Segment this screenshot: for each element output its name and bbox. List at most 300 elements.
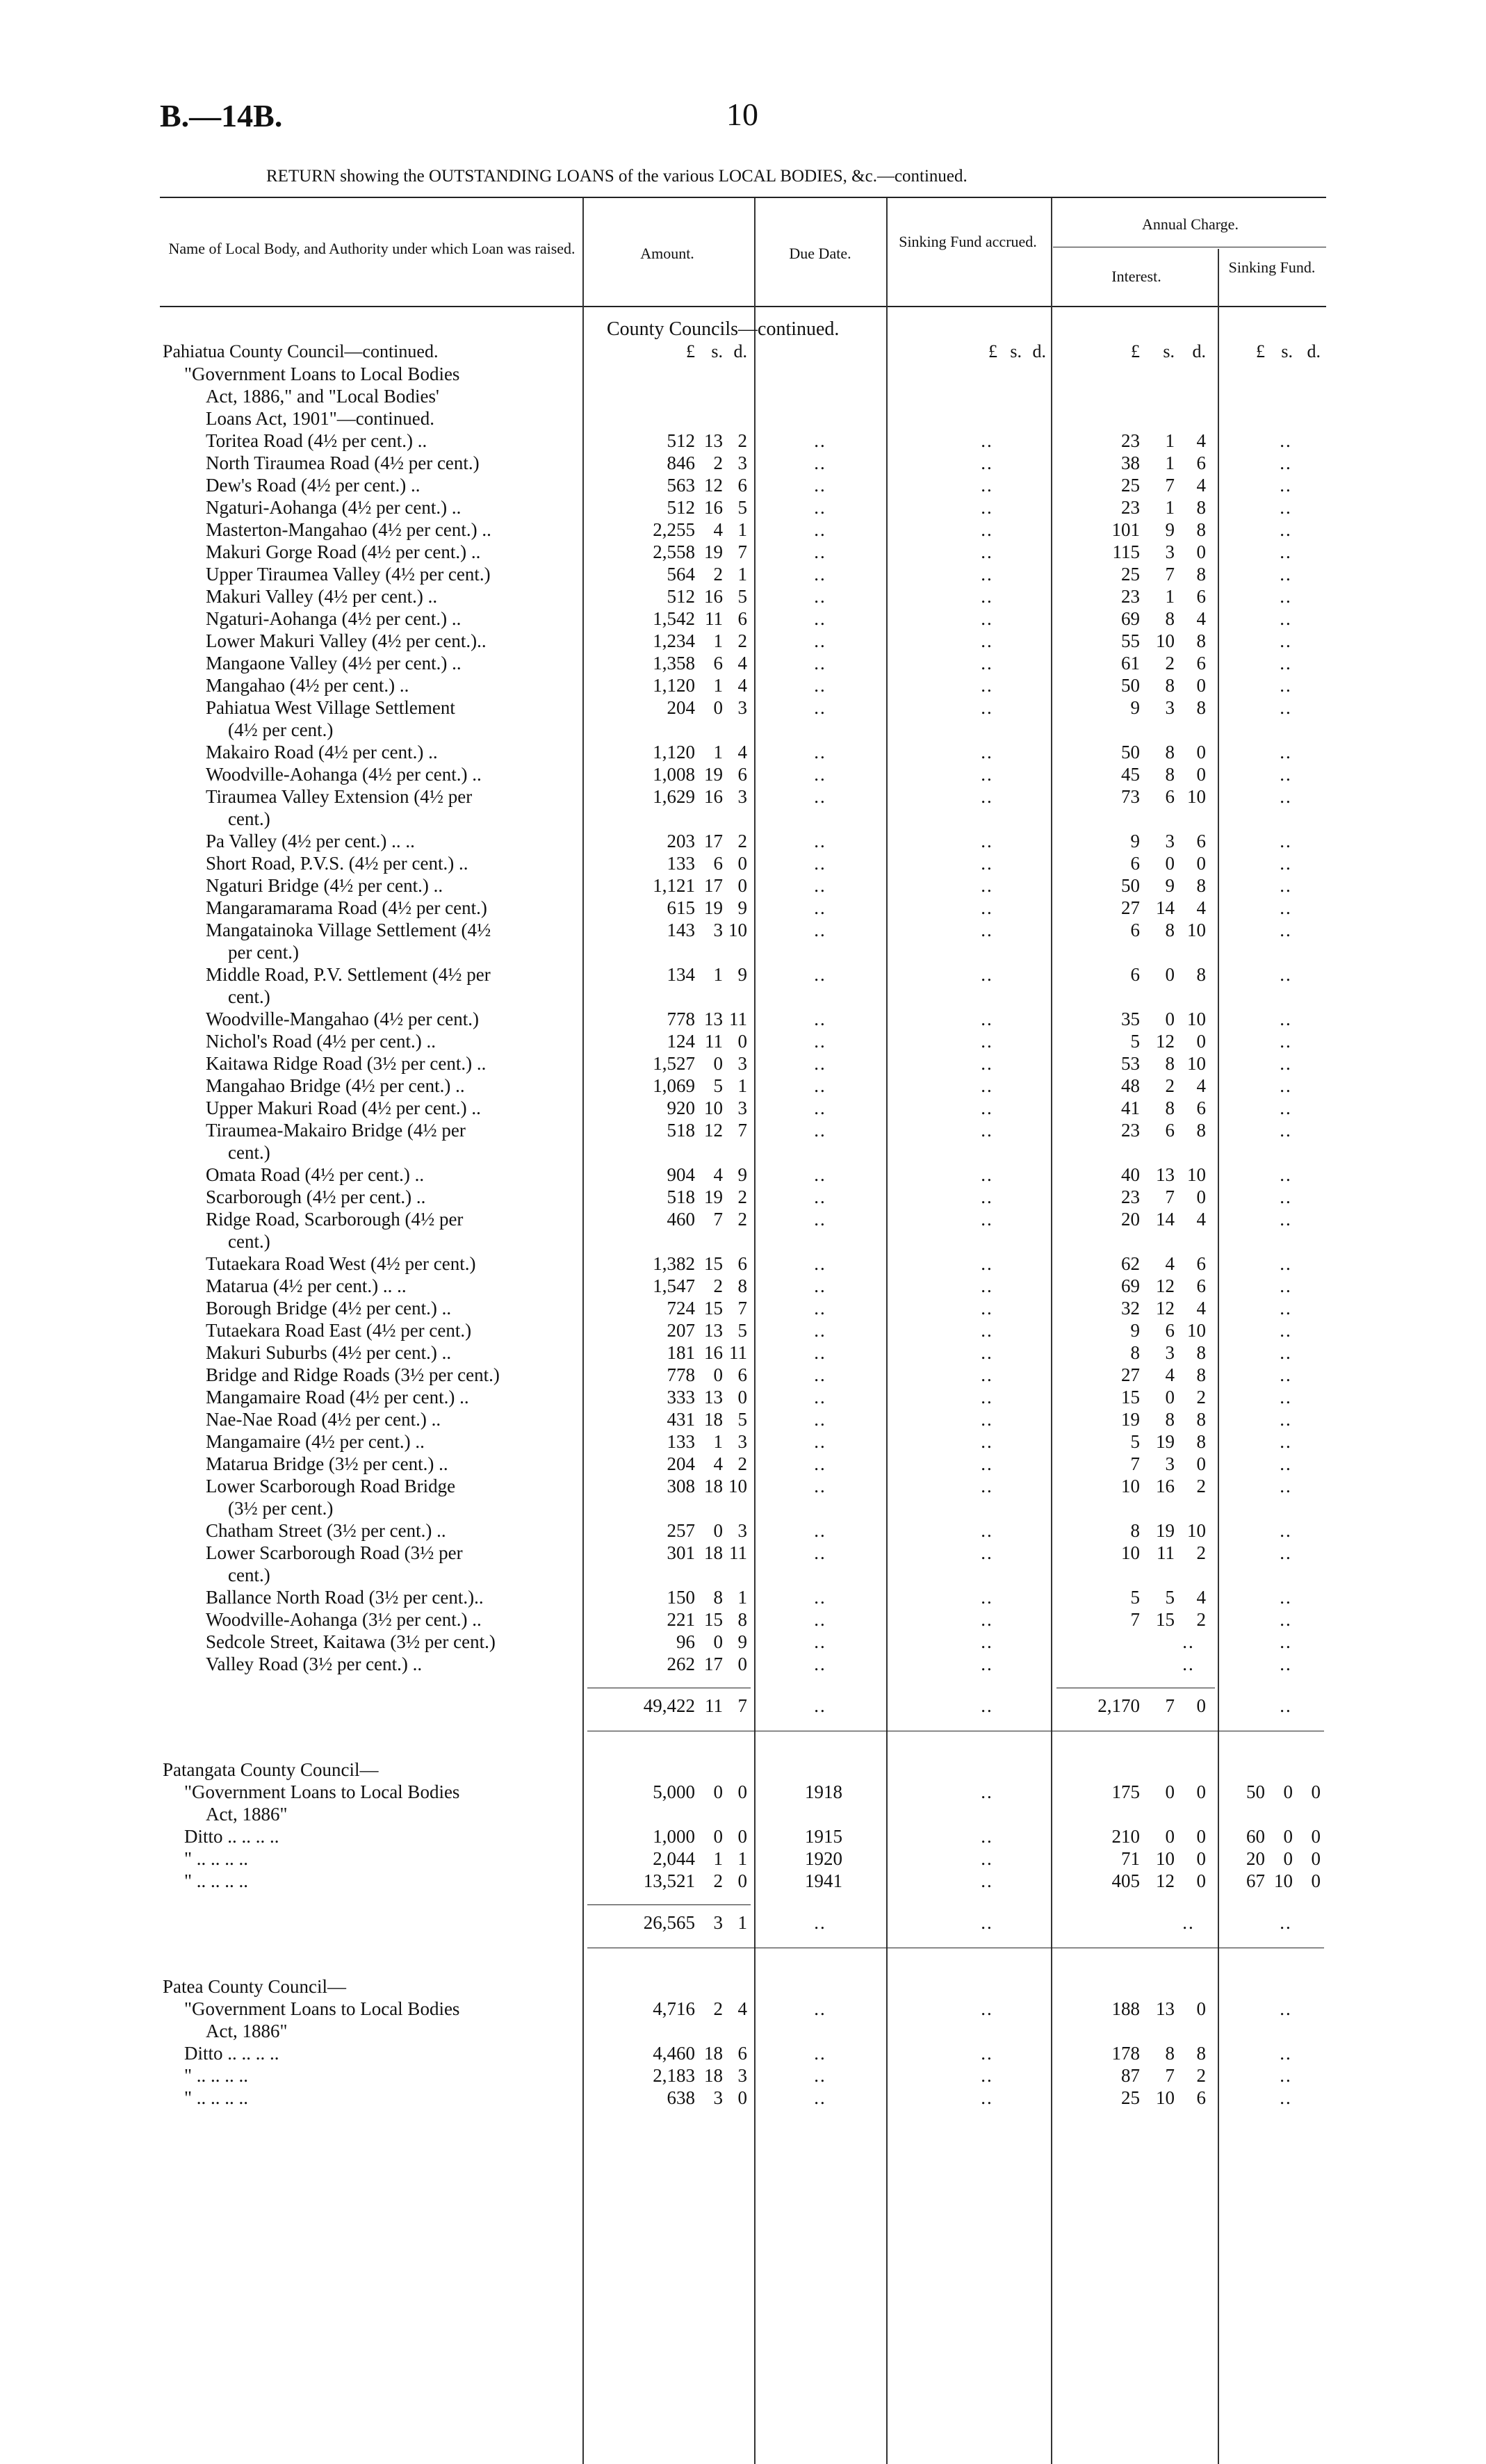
interest-pounds: 5: [1130, 1431, 1140, 1452]
amount-pence: 8: [737, 1275, 747, 1296]
interest-shillings: 3: [1165, 697, 1175, 718]
due-date-empty: ..: [814, 764, 826, 785]
total-interest-shillings: 7: [1165, 1695, 1175, 1716]
table-row: [0, 1653, 1486, 1675]
amount-pence: 2: [737, 430, 747, 451]
amount-pounds: 778: [667, 1009, 695, 1029]
table-row: [0, 852, 1486, 874]
loan-name: Borough Bridge (4½ per cent.) ..: [206, 1298, 452, 1319]
interest-pence: 0: [1196, 1848, 1206, 1869]
amount-shillings: 1: [713, 630, 723, 651]
table-row: [0, 696, 1486, 719]
amount-shillings: 11: [705, 608, 723, 629]
interest-pounds: 23: [1121, 586, 1140, 607]
interest-pounds: 61: [1121, 653, 1140, 674]
table-row: [0, 630, 1486, 652]
interest-pounds: 71: [1121, 1848, 1140, 1869]
amount-shillings: 1: [713, 1848, 723, 1869]
interest-shillings: 7: [1165, 1186, 1175, 1207]
interest-pounds: 23: [1121, 1186, 1140, 1207]
interest-pounds: 175: [1111, 1781, 1140, 1802]
table-row-continuation: [0, 1803, 1486, 1825]
table-row: [0, 1164, 1486, 1186]
amount-pence: 6: [737, 608, 747, 629]
due-date-empty: ..: [814, 1654, 826, 1674]
due-date-empty: ..: [814, 1164, 826, 1185]
table-row-continuation: [0, 1141, 1486, 1164]
currency-pound: £: [988, 341, 997, 361]
table-row: [0, 1825, 1486, 1847]
sinking-empty: ..: [1280, 1431, 1292, 1452]
amount-pence: 1: [737, 1848, 747, 1869]
interest-pounds: 55: [1121, 630, 1140, 651]
due-date-empty: ..: [814, 1031, 826, 1052]
sinking-empty: ..: [1280, 653, 1292, 674]
amount-pounds: 846: [667, 452, 695, 473]
currency-shilling: s.: [711, 341, 723, 361]
sinking-empty: ..: [1280, 2065, 1292, 2086]
interest-pounds: 178: [1111, 2043, 1140, 2064]
amount-pence: 5: [737, 586, 747, 607]
amount-pounds: 1,629: [653, 786, 695, 807]
sinking-accrued-empty: ..: [981, 875, 993, 896]
interest-shillings: 8: [1165, 608, 1175, 629]
amount-pounds: 1,120: [653, 675, 695, 696]
table-row: [0, 897, 1486, 919]
currency-header-row: [0, 341, 1486, 363]
loan-name: Tutaekara Road East (4½ per cent.): [206, 1320, 472, 1341]
sinking-accrued-empty: ..: [981, 1848, 993, 1869]
table-row: [0, 541, 1486, 563]
amount-shillings: 1: [713, 675, 723, 696]
due-date-empty: ..: [814, 786, 826, 807]
interest-pounds: 20: [1121, 1209, 1140, 1230]
due-date-empty: ..: [814, 1587, 826, 1608]
interest-pounds: 6: [1130, 964, 1140, 985]
amount-shillings: 19: [704, 764, 723, 785]
table-row: [0, 1608, 1486, 1631]
amount-shillings: 15: [704, 1298, 723, 1319]
loan-name-continued: cent.): [228, 1231, 270, 1252]
interest-shillings: 3: [1165, 1453, 1175, 1474]
sinking-empty: ..: [1280, 1409, 1292, 1430]
due-date-empty: ..: [814, 1298, 826, 1319]
loan-name: Ditto .. .. .. ..: [184, 2043, 279, 2064]
due-date-empty: ..: [814, 1186, 826, 1207]
sinking-empty: ..: [1280, 1031, 1292, 1052]
table-row: [0, 430, 1486, 452]
interest-pounds: 73: [1121, 786, 1140, 807]
sinking-empty: ..: [1280, 541, 1292, 562]
sinking-accrued-empty: ..: [981, 1298, 993, 1319]
table-row-continuation: [0, 1230, 1486, 1253]
currency-pound: £: [686, 341, 695, 361]
interest-shillings: 0: [1165, 1009, 1175, 1029]
sinking-accrued-empty: ..: [981, 1209, 993, 1230]
due-date-empty: ..: [814, 1609, 826, 1630]
loan-name: Mangamaire (4½ per cent.) ..: [206, 1431, 425, 1452]
amount-shillings: 0: [713, 1364, 723, 1385]
amount-shillings: 19: [704, 541, 723, 562]
interest-shillings: 2: [1165, 653, 1175, 674]
interest-pounds: 5: [1130, 1031, 1140, 1052]
amount-shillings: 17: [704, 831, 723, 851]
interest-pounds: 23: [1121, 1120, 1140, 1141]
amount-shillings: 16: [704, 497, 723, 518]
table-row: [0, 741, 1486, 763]
interest-pence: 2: [1196, 1476, 1206, 1496]
interest-pence: 6: [1196, 2087, 1206, 2108]
amount-pounds: 460: [667, 1209, 695, 1230]
sinking-accrued-empty: ..: [981, 1098, 993, 1118]
currency-pence: d.: [1032, 341, 1046, 361]
amount-shillings: 18: [704, 2065, 723, 2086]
amount-pounds: 181: [667, 1342, 695, 1363]
amount-pounds: 221: [667, 1609, 695, 1630]
currency-pence: d.: [733, 341, 747, 361]
due-date-empty: ..: [814, 1009, 826, 1029]
interest-shillings: 19: [1156, 1431, 1175, 1452]
loan-name: Omata Road (4½ per cent.) ..: [206, 1164, 425, 1185]
amount-pounds: 301: [667, 1542, 695, 1563]
total-amount-pounds: 26,565: [643, 1912, 695, 1933]
authority-text: Loans Act, 1901"—continued.: [206, 408, 434, 429]
amount-pounds: 431: [667, 1409, 695, 1430]
interest-shillings: 5: [1165, 1587, 1175, 1608]
amount-pounds: 512: [667, 497, 695, 518]
sinking-accrued-empty: ..: [981, 2043, 993, 2064]
due-date-empty: ..: [814, 1520, 826, 1541]
interest-pounds: 27: [1121, 1364, 1140, 1385]
loan-name: Tutaekara Road West (4½ per cent.): [206, 1253, 476, 1274]
sinking-empty: ..: [1280, 697, 1292, 718]
table-row-continuation: [0, 1564, 1486, 1586]
sinking-accrued-empty: ..: [981, 764, 993, 785]
amount-shillings: 6: [713, 653, 723, 674]
amount-pounds: 257: [667, 1520, 695, 1541]
interest-pounds: 25: [1121, 475, 1140, 496]
table-row: [0, 1364, 1486, 1386]
loan-name: Mangatainoka Village Settlement (4½: [206, 920, 491, 940]
amount-shillings: 11: [705, 1031, 723, 1052]
loan-name: Woodville-Mangahao (4½ per cent.): [206, 1009, 479, 1029]
interest-pounds: 405: [1111, 1870, 1140, 1891]
interest-pence: 0: [1196, 1998, 1206, 2019]
sinking-pence: 0: [1311, 1781, 1321, 1802]
sinking-accrued-empty: ..: [981, 653, 993, 674]
loan-name: Makuri Suburbs (4½ per cent.) ..: [206, 1342, 452, 1363]
interest-pence: 4: [1196, 430, 1206, 451]
due-date-empty: ..: [814, 1320, 826, 1341]
currency-pound: £: [1131, 341, 1140, 361]
interest-pounds: 69: [1121, 608, 1140, 629]
amount-pence: 2: [737, 1186, 747, 1207]
sinking-empty: ..: [1280, 1520, 1292, 1541]
amount-pence: 3: [737, 697, 747, 718]
sinking-accrued-empty: ..: [981, 1031, 993, 1052]
interest-pounds: 48: [1121, 1075, 1140, 1096]
amount-pence: 7: [737, 1120, 747, 1141]
amount-pence: 6: [737, 1253, 747, 1274]
amount-shillings: 0: [713, 1053, 723, 1074]
interest-pence: 6: [1196, 452, 1206, 473]
loan-name: Mangaramarama Road (4½ per cent.): [206, 897, 487, 918]
amount-pounds: 133: [667, 853, 695, 874]
due-date-empty: ..: [814, 608, 826, 629]
interest-pounds: 6: [1130, 920, 1140, 940]
table-row: [0, 2064, 1486, 2087]
interest-pounds: 15: [1121, 1387, 1140, 1408]
sinking-accrued-empty: ..: [981, 1120, 993, 1141]
amount-pounds: 333: [667, 1387, 695, 1408]
amount-shillings: 2: [713, 1275, 723, 1296]
table-row: [0, 1075, 1486, 1097]
interest-pence: 0: [1196, 1453, 1206, 1474]
loan-name: Mangahao Bridge (4½ per cent.) ..: [206, 1075, 465, 1096]
amount-pounds: 150: [667, 1587, 695, 1608]
amount-pence: 3: [737, 1431, 747, 1452]
authority-text: "Government Loans to Local Bodies: [184, 364, 460, 384]
sinking-empty: ..: [1280, 430, 1292, 451]
loan-name-continued: cent.): [228, 1565, 270, 1585]
currency-shilling: s.: [1163, 341, 1175, 361]
table-row: [0, 1542, 1486, 1564]
amount-pence: 3: [737, 786, 747, 807]
interest-pence: 0: [1196, 764, 1206, 785]
interest-pounds: 53: [1121, 1053, 1140, 1074]
amount-shillings: 0: [713, 1631, 723, 1652]
table-row: [0, 1386, 1486, 1408]
amount-pounds: 143: [667, 920, 695, 940]
due-date-empty: ..: [814, 1998, 826, 2019]
amount-shillings: 18: [704, 1476, 723, 1496]
amount-pence: 0: [737, 1031, 747, 1052]
amount-pounds: 4,716: [653, 1998, 695, 2019]
interest-pounds: 25: [1121, 2087, 1140, 2108]
amount-pounds: 262: [667, 1654, 695, 1674]
table-row: [0, 1519, 1486, 1542]
due-date-empty: ..: [814, 475, 826, 496]
sinking-accrued-empty: ..: [981, 519, 993, 540]
sinking-empty: ..: [1280, 1364, 1292, 1385]
interest-pence: 0: [1196, 675, 1206, 696]
interest-shillings: 9: [1165, 519, 1175, 540]
sinking-accrued-empty: ..: [981, 1654, 993, 1674]
table-row-continuation: [0, 941, 1486, 963]
council-name: Patea County Council—: [163, 1976, 346, 1997]
col-header-name: Name of Local Body, and Authority under which Loan was raised.: [168, 240, 575, 257]
interest-shillings: 8: [1165, 1409, 1175, 1430]
sinking-accrued-empty: ..: [981, 1453, 993, 1474]
currency-shilling: s.: [1010, 341, 1022, 361]
amount-shillings: 13: [704, 1320, 723, 1341]
loan-name: Chatham Street (3½ per cent.) ..: [206, 1520, 446, 1541]
amount-pence: 2: [737, 1209, 747, 1230]
sinking-empty: ..: [1280, 1453, 1292, 1474]
total-row: [0, 1695, 1486, 1717]
table-row: [0, 1586, 1486, 1608]
loan-name-continued: (4½ per cent.): [228, 719, 334, 740]
sinking-empty: ..: [1280, 786, 1292, 807]
sinking-shillings: 10: [1274, 1870, 1293, 1891]
interest-pounds: 35: [1121, 1009, 1140, 1029]
table-title: RETURN showing the OUTSTANDING LOANS of the various LOCAL BODIES, &c.—continued.: [266, 167, 967, 186]
amount-pounds: 134: [667, 964, 695, 985]
loan-name: Pahiatua West Village Settlement: [206, 697, 455, 718]
amount-pence: 5: [737, 1409, 747, 1430]
interest-pence: 6: [1196, 1253, 1206, 1274]
interest-pounds: 38: [1121, 452, 1140, 473]
council-heading-row: [0, 1975, 1486, 1998]
due-date-empty: ..: [814, 1120, 826, 1141]
total-row: [0, 1911, 1486, 1934]
loan-name-continued: cent.): [228, 1142, 270, 1163]
interest-shillings: 15: [1156, 1609, 1175, 1630]
interest-shillings: 12: [1156, 1031, 1175, 1052]
amount-pence: 6: [737, 475, 747, 496]
loan-name: Nichol's Road (4½ per cent.) ..: [206, 1031, 436, 1052]
loan-name: Makairo Road (4½ per cent.) ..: [206, 742, 438, 762]
sinking-accrued-empty: ..: [981, 964, 993, 985]
amount-shillings: 12: [704, 1120, 723, 1141]
amount-pounds: 1,120: [653, 742, 695, 762]
sinking-accrued-empty: ..: [981, 1631, 993, 1652]
interest-shillings: 6: [1165, 1320, 1175, 1341]
loan-name: "Government Loans to Local Bodies: [184, 1781, 460, 1802]
amount-pence: 3: [737, 1520, 747, 1541]
interest-pence: 10: [1187, 1520, 1206, 1541]
interest-pounds: 27: [1121, 897, 1140, 918]
amount-pence: 1: [737, 564, 747, 585]
interest-shillings: 13: [1156, 1998, 1175, 2019]
sinking-empty: ..: [1280, 1320, 1292, 1341]
authority-text: Act, 1886," and "Local Bodies': [206, 386, 439, 407]
loan-name: Ngaturi-Aohanga (4½ per cent.) ..: [206, 608, 462, 629]
interest-shillings: 8: [1165, 920, 1175, 940]
amount-pence: 4: [737, 742, 747, 762]
table-row-continuation: [0, 808, 1486, 830]
page-number: 10: [726, 97, 758, 132]
amount-shillings: 4: [713, 1164, 723, 1185]
amount-pence: 6: [737, 764, 747, 785]
interest-shillings: 7: [1165, 475, 1175, 496]
total-sinking-empty: ..: [1280, 1695, 1292, 1716]
interest-shillings: 8: [1165, 1098, 1175, 1118]
interest-pence: 8: [1196, 630, 1206, 651]
interest-pounds: 210: [1111, 1826, 1140, 1847]
interest-pounds: 23: [1121, 497, 1140, 518]
interest-shillings: 0: [1165, 964, 1175, 985]
col-header-due: Due Date.: [789, 245, 851, 262]
sinking-empty: ..: [1280, 1075, 1292, 1096]
due-date-empty: ..: [814, 964, 826, 985]
interest-pounds: 9: [1130, 697, 1140, 718]
interest-pence: 0: [1196, 1186, 1206, 1207]
table-row-continuation: [0, 1497, 1486, 1519]
amount-pounds: 564: [667, 564, 695, 585]
table-row: [0, 1275, 1486, 1297]
interest-shillings: 8: [1165, 764, 1175, 785]
amount-shillings: 17: [704, 875, 723, 896]
table-row: [0, 474, 1486, 496]
interest-pence: 8: [1196, 964, 1206, 985]
loan-name: Tiraumea-Makairo Bridge (4½ per: [206, 1120, 466, 1141]
total-interest-empty: ..: [1182, 1912, 1195, 1933]
amount-shillings: 4: [713, 1453, 723, 1474]
table-row: [0, 674, 1486, 696]
interest-shillings: 4: [1165, 1253, 1175, 1274]
loan-name: Dew's Road (4½ per cent.) ..: [206, 475, 421, 496]
amount-pounds: 2,183: [653, 2065, 695, 2086]
table-row: [0, 1781, 1486, 1803]
interest-shillings: 10: [1156, 630, 1175, 651]
interest-pounds: 50: [1121, 875, 1140, 896]
due-date-empty: ..: [814, 541, 826, 562]
interest-shillings: 14: [1156, 897, 1175, 918]
interest-pence: 6: [1196, 1275, 1206, 1296]
interest-shillings: 1: [1165, 586, 1175, 607]
table-row: [0, 1408, 1486, 1430]
table-row: [0, 874, 1486, 897]
sinking-pence: 0: [1311, 1848, 1321, 1869]
sinking-accrued-empty: ..: [981, 697, 993, 718]
sinking-empty: ..: [1280, 764, 1292, 785]
amount-pence: 5: [737, 1320, 747, 1341]
amount-pence: 1: [737, 1587, 747, 1608]
amount-pounds: 778: [667, 1364, 695, 1385]
loan-name: Mangaone Valley (4½ per cent.) ..: [206, 653, 462, 674]
interest-pence: 2: [1196, 1609, 1206, 1630]
total-amount-shillings: 11: [705, 1695, 723, 1716]
amount-shillings: 2: [713, 452, 723, 473]
interest-pence: 10: [1187, 1320, 1206, 1341]
document-reference: B.—14B.: [160, 98, 283, 133]
interest-shillings: 12: [1156, 1298, 1175, 1319]
due-date-empty: ..: [814, 1387, 826, 1408]
interest-pence: 0: [1196, 1870, 1206, 1891]
interest-shillings: 6: [1165, 1120, 1175, 1141]
interest-pence: 10: [1187, 920, 1206, 940]
amount-pounds: 638: [667, 2087, 695, 2108]
sinking-empty: ..: [1280, 1998, 1292, 2019]
sinking-empty: ..: [1280, 2087, 1292, 2108]
amount-shillings: 3: [713, 920, 723, 940]
amount-pence: 9: [737, 1631, 747, 1652]
due-date-empty: ..: [814, 1342, 826, 1363]
amount-pounds: 518: [667, 1186, 695, 1207]
table-row: [0, 2042, 1486, 2064]
due-date-empty: ..: [814, 430, 826, 451]
sinking-accrued-empty: ..: [981, 1476, 993, 1496]
interest-pounds: 188: [1111, 1998, 1140, 2019]
sinking-accrued-empty: ..: [981, 1998, 993, 2019]
amount-pounds: 1,069: [653, 1075, 695, 1096]
amount-pounds: 2,044: [653, 1848, 695, 1869]
sinking-accrued-empty: ..: [981, 1870, 993, 1891]
due-date-empty: ..: [814, 1631, 826, 1652]
interest-shillings: 7: [1165, 2065, 1175, 2086]
interest-shillings: 11: [1157, 1542, 1175, 1563]
interest-shillings: 0: [1165, 1387, 1175, 1408]
sinking-accrued-empty: ..: [981, 1409, 993, 1430]
interest-pence: 10: [1187, 1164, 1206, 1185]
interest-pounds: 9: [1130, 831, 1140, 851]
sinking-empty: ..: [1280, 897, 1292, 918]
amount-shillings: 1: [713, 964, 723, 985]
loan-name: Ballance North Road (3½ per cent.)..: [206, 1587, 484, 1608]
loan-name-continued: per cent.): [228, 942, 299, 963]
due-date: 1915: [805, 1826, 842, 1847]
